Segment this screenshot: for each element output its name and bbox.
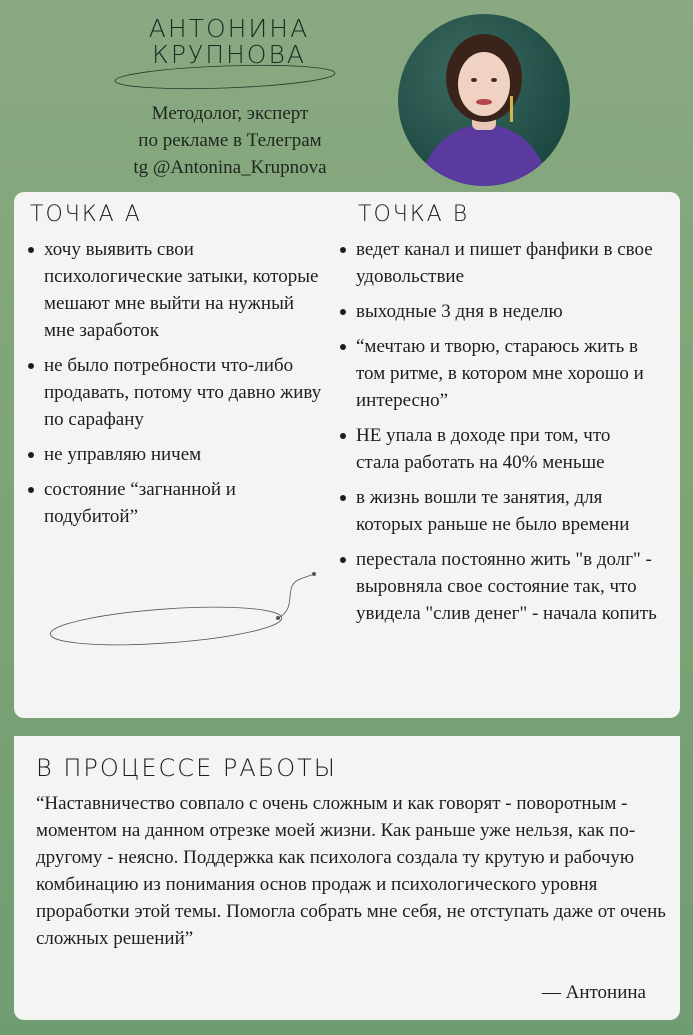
point-b-item: перестала постоянно жить "в долг" - выровняла свое состояние так, что увидела "слив денег" - начала копить <box>338 546 668 627</box>
point-a-title: ТОЧКА А <box>30 202 142 227</box>
point-a-item: не управляю ничем <box>26 441 326 468</box>
point-a-list <box>26 236 326 538</box>
avatar <box>398 14 570 186</box>
point-b-list <box>338 236 668 635</box>
swirl-decoration <box>48 568 338 648</box>
author-role-line1: Методолог, эксперт <box>151 103 309 124</box>
avatar-portrait <box>398 14 570 186</box>
name-swoosh-decoration <box>110 55 340 95</box>
point-b-item: выходные 3 дня в неделю <box>338 298 668 325</box>
process-card <box>14 736 680 1020</box>
point-b-item: “мечтаю и творю, стараюсь жить в том ритме, в котором мне хорошо и интересно” <box>338 333 646 414</box>
point-b-item: НЕ упала в доходе при том, что стала работать на 40% меньше <box>338 422 656 476</box>
author-first-name: АНТОНИНА <box>148 14 310 43</box>
testimonial-quote: “Наставничество совпало с очень сложным и как говорят - поворотным - моментом на данном отрезке моей жизни. Как раньше уже нельзя, как по-другому - неясно. Поддержка как психолога создала ту крутую и рабочую комбинацию из понимания основ продаж и психологического уровня проработки этой темы. Помогла собрать мне себя, не отступать даже от очень сложных решений” <box>36 793 666 949</box>
points-card <box>14 192 680 718</box>
author-last-name: КРУПНОВА <box>152 40 306 69</box>
author-description <box>100 100 360 181</box>
point-a-item: не было потребности что-либо продавать, потому что давно живу по сарафану <box>26 352 326 433</box>
author-role-line2: по рекламе в Телеграм <box>138 130 322 151</box>
author-handle[interactable]: tg @Antonina_Krupnova <box>133 157 327 178</box>
testimonial-signature: — Антонина <box>541 982 646 1003</box>
point-b-item: ведет канал и пишет фанфики в свое удовольствие <box>338 236 668 290</box>
point-b-title: ТОЧКА В <box>358 202 470 227</box>
point-a-item: состояние “загнанной и подубитой” <box>26 476 294 530</box>
point-a-item: хочу выявить свои психологические затыки, которые мешают мне выйти на нужный мне заработок <box>26 236 326 344</box>
point-b-item: в жизнь вошли те занятия, для которых раньше не было времени <box>338 484 668 538</box>
process-title: В ПРОЦЕССЕ РАБОТЫ <box>36 754 337 782</box>
